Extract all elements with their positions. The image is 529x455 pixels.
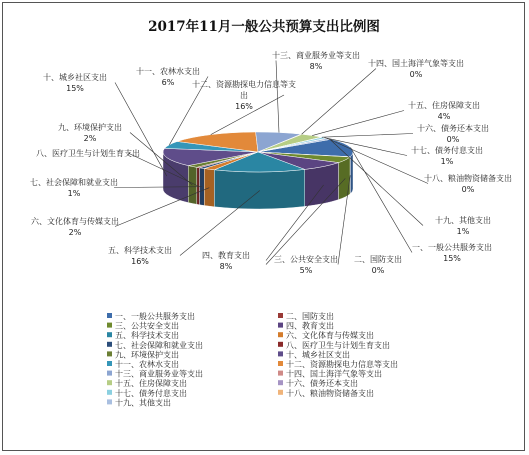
chart-title: 2017年11月一般公共预算支出比例图: [148, 19, 380, 35]
slice-15-legend-swatch: [107, 380, 112, 385]
slice-11-legend-swatch: [107, 361, 112, 366]
slice-3-side: [338, 157, 350, 200]
slice-13-legend-swatch: [107, 371, 112, 376]
slice-5-legend-label: 五、科学技术支出: [115, 331, 179, 341]
slice-11-label: 十一、农林水支出 6%: [136, 67, 200, 87]
slice-14-legend-label: 十四、国土海洋气象等支出: [286, 369, 382, 379]
slice-18-legend-swatch: [278, 390, 283, 395]
slice-16-leader: [322, 134, 413, 138]
slice-7-legend-label: 七、社会保障和就业支出: [115, 340, 203, 350]
slice-2-legend-label: 二、国防支出: [286, 312, 334, 321]
slice-3-legend-label: 三、公共安全支出: [115, 321, 179, 331]
slice-6-leader: [115, 188, 209, 227]
slice-13-leader: [276, 61, 279, 133]
slice-17-label: 十七、债务付息支出 1%: [411, 146, 483, 166]
slice-8-side: [197, 167, 200, 204]
slice-13-label: 十三、商业服务业等支出 8%: [272, 51, 360, 71]
slice-5-legend-swatch: [107, 332, 112, 337]
slice-12-label: 十二、资源勘探电力信息等支出 16%: [192, 80, 296, 111]
slice-8-legend-swatch: [278, 342, 283, 347]
slice-9-label: 九、环境保护支出 2%: [58, 123, 122, 143]
slice-1-legend-swatch: [107, 313, 112, 318]
slice-4-label: 四、教育支出 8%: [202, 251, 250, 271]
slice-18-legend-label: 十八、粮油物资储备支出: [286, 388, 374, 398]
slice-2-legend-swatch: [278, 313, 283, 318]
slice-4-legend-label: 四、教育支出: [286, 321, 334, 331]
slice-1-label: 一、一般公共服务支出 15%: [412, 243, 492, 263]
slice-14-legend-swatch: [278, 371, 283, 376]
slice-17-legend-swatch: [107, 390, 112, 395]
slice-8-label: 八、医疗卫生与计划生育支出: [36, 149, 140, 158]
slice-7-legend-swatch: [107, 342, 112, 347]
slice-5-label: 五、科学技术支出 16%: [108, 246, 172, 266]
slice-1-legend-label: 一、一般公共服务支出: [115, 312, 195, 321]
slice-3-legend-swatch: [107, 323, 112, 328]
slice-3-label: 三、公共安全支出 5%: [274, 255, 338, 275]
slice-6-legend-swatch: [278, 332, 283, 337]
slice-7-label: 七、社会保障和就业支出 1%: [30, 178, 118, 198]
slice-6-side: [204, 168, 214, 206]
slice-17-legend-label: 十七、债务付息支出: [115, 388, 187, 398]
slice-12-legend-label: 十二、资源勘探电力信息等支出: [286, 360, 398, 369]
slice-8-legend-label: 八、医疗卫生与计划生育支出: [286, 340, 390, 350]
slice-15-label: 十五、住房保障支出 4%: [408, 101, 480, 121]
legend: [107, 311, 398, 407]
slice-4-legend-swatch: [278, 323, 283, 328]
slice-15-legend-label: 十五、住房保障支出: [115, 379, 187, 389]
slice-12-leader: [211, 95, 284, 135]
slice-19-legend-swatch: [107, 399, 112, 404]
slice-9-legend-swatch: [107, 351, 112, 356]
slice-6-legend-label: 六、文化体育与传媒支出: [286, 331, 374, 341]
slice-16-legend-label: 十六、债务还本支出: [286, 379, 358, 389]
slice-11-legend-label: 十一、农林水支出: [115, 360, 179, 369]
slice-10-legend-swatch: [278, 351, 283, 356]
slice-19-label: 十九、其他支出 1%: [435, 216, 491, 236]
slice-10-leader: [115, 83, 167, 177]
slice-16-label: 十六、债务还本支出 0%: [417, 124, 489, 144]
slice-5-side: [214, 169, 304, 209]
slice-6-label: 六、文化体育与传媒支出 2%: [31, 217, 119, 237]
slice-12-legend-swatch: [278, 361, 283, 366]
slice-19-legend-label: 十九、其他支出: [115, 398, 171, 408]
slice-14-label: 十四、国土海洋气象等支出 0%: [368, 59, 464, 79]
slice-10-label: 十、城乡社区支出 15%: [43, 73, 107, 93]
slice-16-legend-swatch: [278, 380, 283, 385]
slice-14-leader: [302, 69, 376, 135]
slice-13-legend-label: 十三、商业服务业等支出: [115, 369, 203, 379]
slice-4-side: [305, 163, 339, 207]
slice-9-legend-label: 九、环境保护支出: [115, 350, 179, 360]
slice-18-label: 十八、粮油物资储备支出 0%: [424, 174, 512, 194]
slice-15-leader: [312, 111, 404, 136]
slice-10-legend-label: 十、城乡社区支出: [286, 350, 350, 360]
slice-2-label: 二、国防支出 0%: [354, 255, 402, 275]
slice-1-leader: [351, 148, 412, 253]
